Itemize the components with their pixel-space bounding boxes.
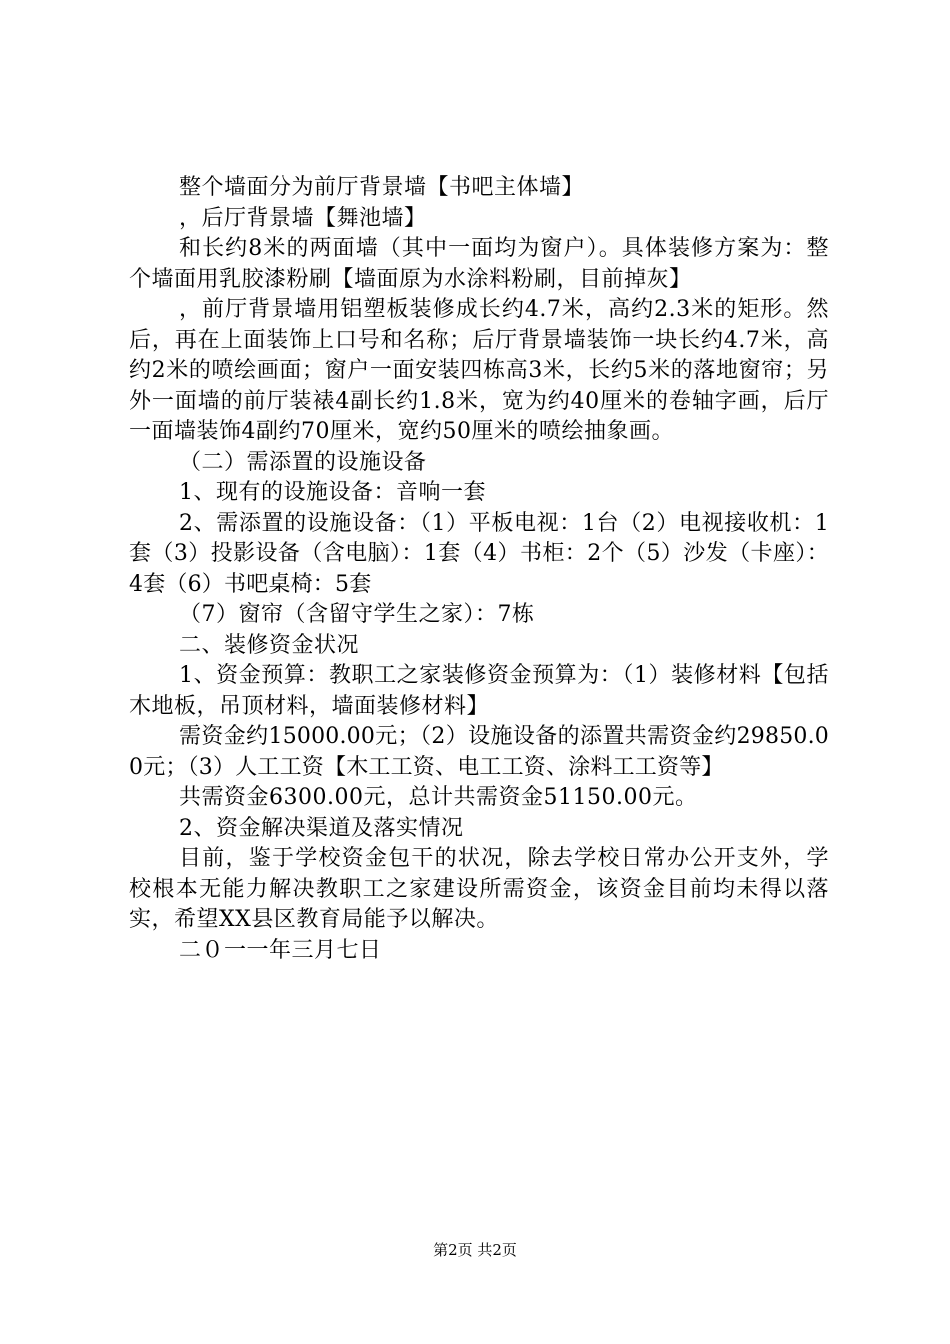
paragraph-needed-equipment: 2、需添置的设施设备：（1）平板电视：1台（2）电视接收机：1套（3）投影设备（含电脑）：1套（4）书柜：2个（5）沙发（卡座）：4套（6）书吧桌椅：5套 (129, 510, 829, 597)
paragraph-renovation-plan: 和长约8米的两面墙（其中一面均为窗户）。具体装修方案为：整个墙面用乳胶漆粉刷【墙面原为水涂料粉刷，目前掉灰】 (129, 236, 829, 292)
paragraph-funding-status: 目前，鉴于学校资金包干的状况，除去学校日常办公开支外，学校根本无能力解决教职工之家建设所需资金，该资金目前均未得以落实，希望XX县区教育局能予以解决。 (129, 846, 829, 932)
paragraph-walls-division: 整个墙面分为前厅背景墙【书吧主体墙】 (179, 175, 585, 200)
paragraph-budget-total: 共需资金6300.00元，总计共需资金51150.00元。 (179, 785, 698, 810)
paragraph-renovation-details: ，前厅背景墙用铝塑板装修成长约4.7米，高约2.3米的矩形。然后，再在上面装饰上口号和名称；后厅背景墙装饰一块长约4.7米，高约2米的喷绘画面；窗户一面安装四栋高3米，长约5米的落地窗帘；另外一面墙的前厅装裱4副长约1.8米，宽为约40厘米的卷轴字画，后厅一面墙装饰4副约70厘米，宽约50厘米的喷绘抽象画。 (129, 297, 829, 444)
document-body (129, 173, 829, 966)
section-heading-equipment: （二）需添置的设施设备 (179, 449, 427, 475)
paragraph-existing-equipment: 1、现有的设施设备：音响一套 (179, 480, 486, 505)
paragraph-budget-amounts: 需资金约15000.00元；（2）设施设备的添置共需资金约29850.00元；（3）人工工资【木工工资、电工工资、涂料工工资等】 (129, 724, 829, 780)
paragraph-curtains: （7）窗帘（含留守学生之家）：7栋 (179, 602, 535, 627)
section-heading-funding: 二、装修资金状况 (179, 632, 360, 658)
page-number-footer: 第2页 共2页 (433, 1241, 517, 1259)
paragraph-back-hall-wall: ，后厅背景墙【舞池墙】 (179, 205, 427, 231)
section-heading-funding-channels: 2、资金解决渠道及落实情况 (179, 815, 464, 841)
document-date: 二０一一年三月七日 (179, 937, 382, 963)
paragraph-budget: 1、资金预算：教职工之家装修资金预算为：（1）装修材料【包括木地板，吊顶材料，墙面装修材料】 (129, 663, 829, 719)
